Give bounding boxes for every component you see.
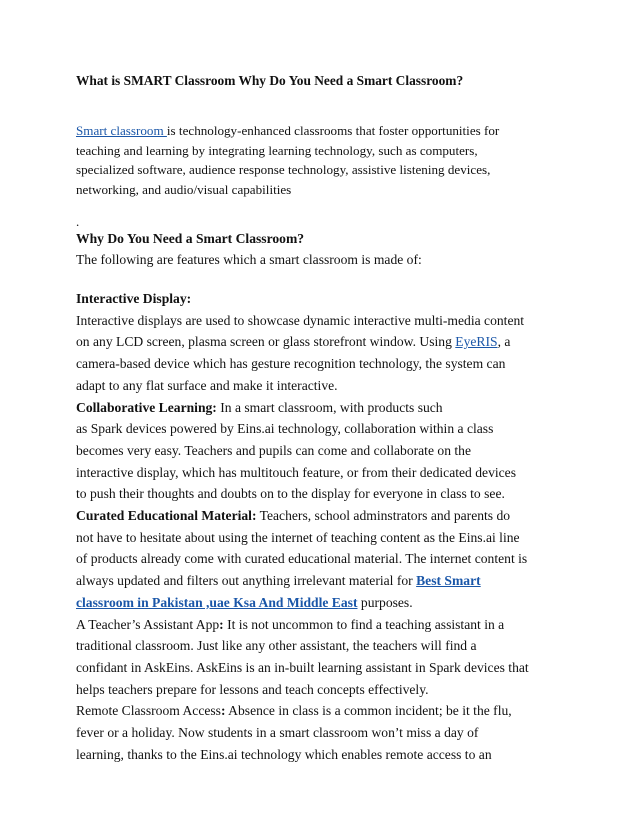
best-smart-classroom-link-cont[interactable]: classroom in Pakistan ,uae Ksa And Middle East bbox=[76, 594, 358, 610]
text-run: , a bbox=[497, 334, 511, 350]
assistant-line: confidant in AskEins. AskEins is an in-built learning assistant in Spark devices that bbox=[76, 659, 529, 675]
intro-line-3: specialized software, audience response technology, assistive listening devices, bbox=[76, 162, 491, 178]
interactive-display-line bbox=[76, 331, 576, 353]
section-heading: Interactive Display: bbox=[76, 291, 192, 306]
features-body bbox=[76, 288, 576, 765]
remote-lead: Remote Classroom Access bbox=[76, 703, 221, 719]
text-run: Teachers, school adminstrators and parents do bbox=[256, 508, 511, 524]
text-run: on any LCD screen, plasma screen or glass storefront window. Using bbox=[76, 334, 456, 350]
assistant-line: traditional classroom. Just like any other assistant, the teachers will find a bbox=[76, 638, 477, 654]
collaborative-line: interactive display, which has multitouch feature, or from their dedicated devices bbox=[76, 464, 516, 480]
separator-dot: . bbox=[76, 214, 80, 229]
remote-colon: : bbox=[220, 703, 226, 719]
curated-line bbox=[76, 592, 576, 614]
collaborative-line: to push their thoughts and doubts on to the display for everyone in class to see. bbox=[76, 486, 505, 502]
best-smart-classroom-link[interactable]: Best Smart bbox=[416, 573, 481, 589]
remote-line bbox=[76, 700, 576, 722]
text-run: Absence in class is a common incident; be it the flu, bbox=[225, 703, 512, 719]
page-title: What is SMART Classroom Why Do You Need a Smart Classroom? bbox=[76, 73, 464, 88]
why-heading: Why Do You Need a Smart Classroom? bbox=[76, 231, 305, 246]
collaborative-line: as Spark devices powered by Eins.ai technology, collaboration within a class bbox=[76, 421, 494, 437]
interactive-display-line: adapt to any flat surface and make it interactive. bbox=[76, 377, 338, 393]
intro-line-4: networking, and audio/visual capabilities bbox=[76, 181, 292, 197]
why-subtext: The following are features which a smart classroom is made of: bbox=[76, 252, 422, 267]
text-run: always updated and filters out anything irrelevant material for bbox=[76, 573, 417, 589]
intro-line-2: teaching and learning by integrating learning technology, such as computers, bbox=[76, 142, 478, 158]
intro-line-1 bbox=[76, 121, 566, 141]
collaborative-line: becomes very easy. Teachers and pupils can come and collaborate on the bbox=[76, 442, 471, 458]
text-run: purposes. bbox=[357, 594, 413, 610]
assistant-colon: : bbox=[219, 616, 224, 632]
curated-line bbox=[76, 505, 576, 527]
text-run: It is not uncommon to find a teaching assistant in a bbox=[223, 616, 505, 632]
interactive-display-line: camera-based device which has gesture recognition technology, the system can bbox=[76, 356, 506, 372]
text-run: In a smart classroom, with products such bbox=[216, 399, 443, 415]
curated-line bbox=[76, 570, 576, 592]
eyeris-link[interactable]: EyeRIS bbox=[455, 334, 498, 350]
assistant-line bbox=[76, 614, 576, 636]
interactive-display-line: Interactive displays are used to showcase dynamic interactive multi-media content bbox=[76, 312, 525, 328]
curated-line: of products already come with curated educational material. The internet content is bbox=[76, 551, 528, 567]
section-heading: Curated Educational Material: bbox=[76, 508, 257, 524]
section-heading: Collaborative Learning: bbox=[76, 399, 217, 415]
collaborative-line bbox=[76, 397, 576, 419]
remote-line: fever or a holiday. Now students in a smart classroom won’t miss a day of bbox=[76, 725, 479, 741]
intro-line-1-text: is technology-enhanced classrooms that foster opportunities for bbox=[166, 123, 500, 138]
why-section bbox=[76, 228, 422, 270]
curated-line: not have to hesitate about using the internet of teaching content as the Eins.ai line bbox=[76, 529, 520, 545]
intro-paragraph bbox=[76, 121, 566, 199]
remote-line: learning, thanks to the Eins.ai technology which enables remote access to an bbox=[76, 746, 492, 762]
smart-classroom-link[interactable]: Smart classroom bbox=[76, 123, 167, 138]
assistant-lead: A Teacher’s Assistant App bbox=[76, 616, 220, 632]
interactive-display-heading bbox=[76, 288, 576, 310]
assistant-line: helps teachers prepare for lessons and teach concepts effectively. bbox=[76, 681, 429, 697]
